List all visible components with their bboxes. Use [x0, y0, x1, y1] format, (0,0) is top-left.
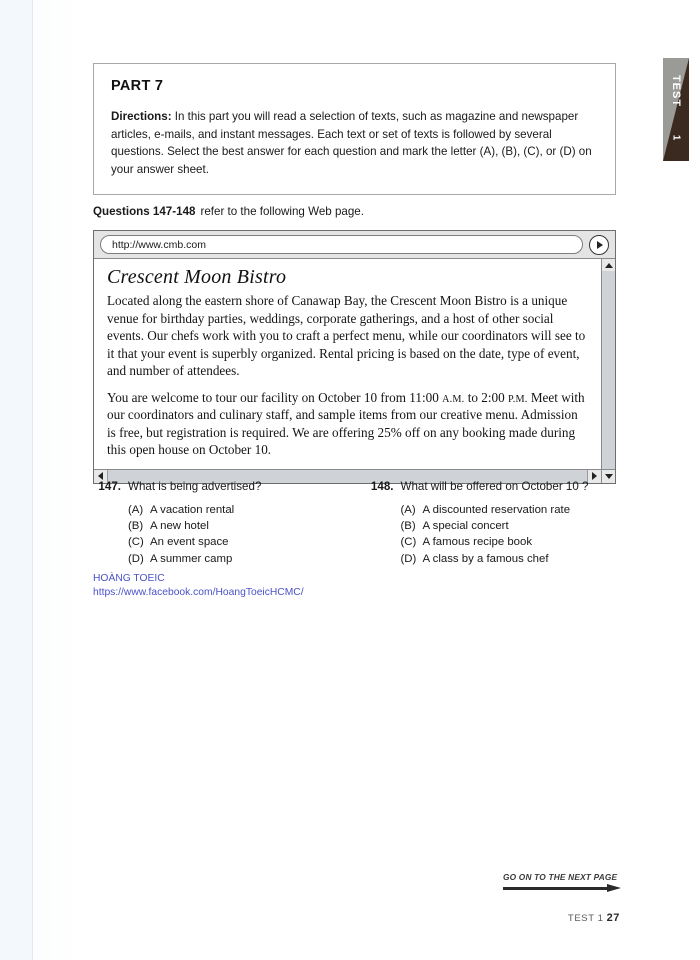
question-block-148 — [355, 480, 617, 567]
questions-lead — [93, 205, 364, 218]
watermark-url[interactable]: https://www.facebook.com/HoangToeicHCMC/ — [93, 587, 304, 599]
choice-text: A new hotel — [150, 520, 209, 533]
para2-part-c: Meet with our coordinators and culinary staff, and sample items from our creative menu. Admission is free, but registration is required. We are offering 25% off on any booking made during this open house on October 10. — [107, 389, 585, 458]
vertical-scrollbar[interactable] — [601, 259, 615, 469]
para2-part-a: You are welcome to tour our facility on October 10 from 11:00 — [107, 389, 443, 405]
choice-147-c[interactable] — [128, 534, 355, 550]
choice-text: A famous recipe book — [422, 536, 533, 549]
site-paragraph-1: Located along the eastern shore of Canawap Bay, the Crescent Moon Bistro is a unique venue for birthday parties, weddings, corporate gatherings, and a host of other social events. Our chefs work with you to craft a perfect menu, while our coordinators will see to it that your event is superbly organized. Rental pricing is based on the date, type of event, and number of attendees. — [107, 293, 586, 379]
question-148-number: 148. — [370, 480, 394, 493]
test-tab-number: 1 — [670, 134, 682, 141]
question-148-head — [366, 480, 617, 493]
choice-letter: (C) — [400, 536, 417, 549]
choice-147-a[interactable] — [128, 502, 355, 518]
page-footer — [520, 912, 620, 924]
directions-label: Directions: — [111, 110, 172, 123]
arrow-shaft — [503, 887, 609, 890]
footer-page-number: 27 — [606, 912, 620, 924]
directions-body: In this part you will read a selection of texts, such as magazine and newspaper articles, e-mails, and instant messages. Each text or set of texts is followed by several questions. Select the best answer for each question and mark the letter (A), (B), (C), or (D) on your answer sheet. — [111, 110, 592, 176]
choice-letter: (D) — [400, 552, 417, 565]
choice-letter: (B) — [128, 520, 144, 533]
question-148-choices — [401, 502, 617, 567]
url-input[interactable] — [100, 235, 583, 254]
choice-text: A vacation rental — [150, 504, 235, 516]
footer-test-label: TEST 1 — [567, 913, 604, 924]
choice-letter: (A) — [400, 504, 416, 516]
next-page-text: GO ON TO THE NEXT PAGE — [503, 872, 618, 882]
test-tab-label: TEST — [670, 74, 682, 108]
choice-letter: (C) — [128, 536, 144, 549]
test-tab — [663, 58, 689, 161]
question-147-number: 147. — [98, 480, 121, 493]
triangle-down-icon — [605, 474, 613, 479]
triangle-up-icon — [605, 263, 613, 268]
play-icon — [597, 241, 603, 249]
questions-lead-rest: refer to the following Web page. — [200, 205, 364, 218]
choice-text: A summer camp — [150, 552, 233, 565]
choice-text: A special concert — [422, 520, 509, 533]
choice-letter: (B) — [400, 520, 416, 533]
choice-148-b[interactable] — [401, 518, 617, 534]
choice-text: An event space — [150, 536, 229, 549]
site-title: Crescent Moon Bistro — [107, 266, 287, 288]
next-page-notice — [503, 872, 621, 893]
browser-url-bar — [94, 231, 615, 259]
para2-am: A.M. — [442, 393, 465, 405]
questions-container — [93, 480, 616, 567]
go-button[interactable] — [589, 235, 609, 255]
question-148-text: What will be offered on October 10 ? — [400, 480, 589, 493]
para2-part-b: to 2:00 — [464, 389, 509, 405]
choice-148-d[interactable] — [401, 551, 617, 567]
watermark — [93, 572, 304, 600]
choice-letter: (A) — [128, 504, 144, 516]
arrow-head — [607, 884, 621, 892]
part-title: PART 7 — [111, 78, 164, 94]
questions-range: Questions 147-148 — [93, 205, 196, 218]
choice-148-a[interactable] — [401, 502, 617, 518]
url-text: http://www.cmb.com — [112, 238, 206, 251]
directions-text — [111, 108, 598, 178]
arrow-right-icon — [503, 884, 621, 893]
choice-147-d[interactable] — [128, 551, 355, 567]
question-147-text: What is being advertised? — [128, 480, 262, 493]
directions-box — [93, 63, 616, 195]
browser-window — [93, 230, 616, 484]
choice-letter: (D) — [128, 552, 144, 565]
question-147-choices — [128, 502, 355, 567]
site-paragraph-2 — [107, 389, 589, 459]
browser-viewport — [94, 259, 615, 469]
question-block-147 — [93, 480, 355, 567]
para2-pm: P.M. — [508, 393, 528, 405]
choice-147-b[interactable] — [128, 518, 355, 534]
question-147-head — [93, 480, 355, 493]
watermark-name: HOÀNG TOEIC — [93, 573, 165, 584]
scroll-up-button[interactable] — [602, 259, 615, 271]
choice-text: A class by a famous chef — [422, 552, 549, 565]
choice-148-c[interactable] — [401, 534, 617, 550]
web-page-content — [94, 259, 601, 469]
choice-text: A discounted reservation rate — [422, 504, 571, 516]
